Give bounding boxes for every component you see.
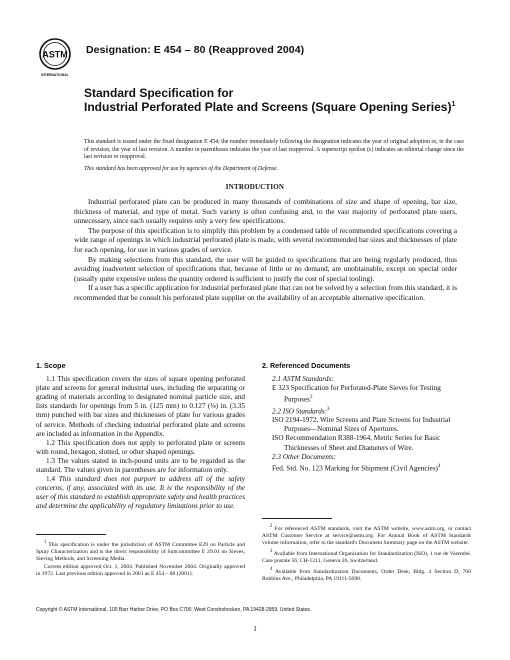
title-footnote-mark: 1	[451, 101, 456, 108]
designation: Designation: E 454 – 80 (Reapproved 2004)	[86, 44, 305, 56]
reference-iso-r388: ISO Recommendation R388-1964, Metric Series for Basic Thicknesses of Sheet and Diameters of Wire.	[272, 434, 441, 452]
introduction	[74, 197, 457, 303]
reference-iso-2194: ISO 2194-1972, Wire Screens and Plate Screens for Industrial Purposes—Nominal Sizes of Apertures.	[272, 416, 451, 434]
page-number: 1	[253, 625, 257, 633]
reference-fed-std-123: Fed. Std. No. 123 Marking for Shipment (Civil Agencies)$^4$	[272, 463, 441, 473]
reference-e323: E 323 Specification for Perforated-Plate Sieves for Testing Purposes$^2$	[272, 384, 441, 404]
scope-1-4: 1.4 This standard does not purport to address all of the safety concerns, if any, associated with its use. It is the responsibility of the user of this standard to establish appropriate safety and health practices and determine the applicability of regulatory limitations prior to use.	[36, 475, 245, 511]
approval-note: This standard has been approved for use by agencies of the Department of Defense.	[84, 166, 279, 172]
title-line-1: Standard Specification for	[84, 86, 234, 100]
footnote-4: $^4$ Available from Standardization Documents, Order Desk, Bldg. 4 Section D, 700 Robbins Ave., Philadelphia, PA 19111-5098.	[262, 566, 472, 582]
scope-1-1: 1.1 This specification covers the sizes of square opening perforated plate and screens for general industrial uses, including the separating or grading of materials according to designated nominal particle size, and lists standards for openings from 5 in. (125 mm) to 0.127 (⅛) in. (3.35 mm) punched with bar sizes and thicknesses of plate for various grades of service. Methods of checking industrial perforated plate and screens are included as information in the Appendix.	[36, 375, 245, 438]
references-heading: 2. Referenced Documents	[262, 361, 351, 370]
footnotes-right	[262, 518, 471, 584]
footnote-3: $^3$ Available from International Organization for Standardization (ISO), 1 rue de Varembé, Case postale 56, CH-1211, Geneva 20, Switzerland.	[262, 548, 471, 564]
intro-paragraph: If a user has a specific application for industrial perforated plate that can not be solved by a selection from this standard, it is recommended that he consult his perforated plate supplier on the availability of an acceptable alternative specification.	[74, 283, 457, 302]
astm-logo	[36, 36, 74, 80]
footnote-2: $^2$ For referenced ASTM standards, visit the ASTM website, www.astm.org, or contact ASTM Customer Service at service@astm.org. For Annual Book of ASTM Standards volume information, refer to the standard's Document Summary page on the ASTM website.	[262, 524, 471, 546]
right-column	[262, 359, 471, 473]
footnote-1: $^1$ This specification is under the jurisdiction of ASTM Committee E29 on Particle and Spray Characterization and is the direct responsibility of Subcommittee E 29.01 on Sieves, Sieving Methods, and Screening Media.	[36, 540, 245, 562]
intro-paragraph: Industrial perforated plate can be produced in many thousands of combinations of size and shape of opening, bar size, thickness of material, and type of metal. Such variety is often confusing and, to the vast majority of perforated plate users, unnecessary, since each usually requires only a very few specifications.	[74, 197, 457, 226]
title-line-2	[84, 100, 464, 114]
intro-paragraph: By making selections from this standard, the user will be guided to specifications that are being regularly produced, thus avoiding inadvertent selection of specifications that, because of little or no demand, are unobtainable, except on special order (usually quite expensive unless the quantity ordered is sufficient to justify the cost of special tooling).	[74, 254, 457, 283]
intro-paragraph: The purpose of this specification is to simplify this problem by a condensed table of recommended specifications covering a wide range of openings in which industrial perforated plate is made, with several recommended bar sizes and thicknesses of plate for each opening, for use in various grades of service.	[74, 225, 457, 254]
standard-note: This standard is issued under the fixed designation E 454; the number immediately following the designation indicates the year of original adoption or, in the case of revision, the year of last revision. A number in parentheses indicates the year of last reapproval. A superscript epsilon (ε) indicates an editorial change since the last revision or reapproval.	[84, 139, 464, 161]
scope-1-2: 1.2 This specification does not apply to perforated plate or screens with round, hexagon, slotted, or other shaped openings.	[36, 438, 245, 456]
left-column	[36, 359, 245, 512]
introduction-heading: INTRODUCTION	[225, 183, 285, 191]
iso-standards-label: 2.2 ISO Standards:$^3$	[272, 406, 330, 416]
title-block	[84, 86, 464, 114]
astm-standards-label: 2.1 ASTM Standards:	[272, 375, 334, 384]
logo-text: INTERNATIONAL	[41, 73, 69, 77]
scope-1-3: 1.3 The values stated in inch-pound units are to be regarded as the standard. The values given in parentheses are for information only.	[36, 456, 245, 475]
other-documents-label: 2.3 Other Documents:	[272, 452, 337, 461]
footnotes-left	[36, 534, 245, 579]
footnote-rule	[262, 518, 332, 519]
copyright-line: Copyright © ASTM International, 100 Barr Harbor Drive, PO Box C700, West Conshohocken, PA 19428-2959, United States.	[36, 607, 312, 613]
title-main: Industrial Perforated Plate and Screens (Square Opening Series)	[84, 100, 452, 114]
footnote-rule	[36, 534, 106, 535]
svg-text:ASTM: ASTM	[42, 49, 68, 60]
scope-heading: 1. Scope	[36, 361, 66, 370]
footnote-1-continued: Current edition approved Oct. 1, 2004. Published November 2004. Originally approved in 1972. Last previous edition approved in 2001 as E 454 – 80 (2001).	[36, 563, 245, 577]
